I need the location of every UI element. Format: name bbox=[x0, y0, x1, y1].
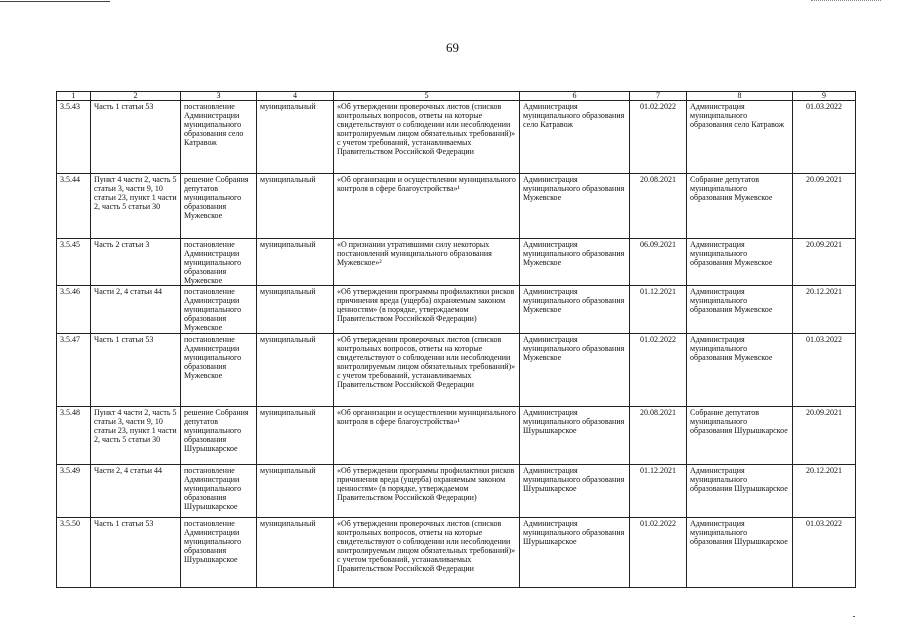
column-header: 3 bbox=[181, 92, 257, 101]
column-header: 2 bbox=[91, 92, 181, 101]
responsible-body: Администрация муниципального образования Шурышкарское bbox=[520, 518, 630, 588]
approving-body: Собрание депутатов муниципального образования Мужевское bbox=[687, 174, 793, 239]
document-level: муниципальный bbox=[257, 407, 334, 465]
row-number: 3.5.50 bbox=[57, 518, 91, 588]
development-date: 06.09.2021 bbox=[630, 239, 687, 286]
table-row bbox=[57, 101, 856, 174]
document-type: постановление Администрации муниципального образования Шурышкарское bbox=[181, 465, 257, 518]
approving-body: Администрация муниципального образования Шурышкарское bbox=[687, 465, 793, 518]
column-header: 8 bbox=[687, 92, 793, 101]
page-top-marks bbox=[811, 0, 881, 4]
table-row bbox=[57, 239, 856, 286]
adoption-date: 01.03.2022 bbox=[793, 334, 856, 407]
row-number: 3.5.48 bbox=[57, 407, 91, 465]
responsible-body: Администрация муниципального образования Мужевское bbox=[520, 239, 630, 286]
table-row bbox=[57, 465, 856, 518]
development-date: 01.02.2022 bbox=[630, 518, 687, 588]
document-type: постановление Администрации муниципального образования Мужевское bbox=[181, 286, 257, 334]
table-row bbox=[57, 518, 856, 588]
table-row bbox=[57, 334, 856, 407]
responsible-body: Администрация муниципального образования Мужевское bbox=[520, 334, 630, 407]
adoption-date: 01.03.2022 bbox=[793, 101, 856, 174]
responsible-body: Администрация муниципального образования Мужевское bbox=[520, 286, 630, 334]
table-header-row bbox=[57, 92, 856, 101]
development-date: 01.12.2021 bbox=[630, 465, 687, 518]
row-number: 3.5.49 bbox=[57, 465, 91, 518]
legal-basis: Часть 1 статьи 53 bbox=[91, 334, 181, 407]
legal-basis: Часть 2 статьи 3 bbox=[91, 239, 181, 286]
document-level: муниципальный bbox=[257, 465, 334, 518]
legal-basis: Часть 1 статьи 53 bbox=[91, 101, 181, 174]
column-header: 5 bbox=[334, 92, 520, 101]
document-title: «Об организации и осуществлении муниципального контроля в сфере благоустройства»¹ bbox=[334, 407, 520, 465]
adoption-date: 20.09.2021 bbox=[793, 407, 856, 465]
development-date: 20.08.2021 bbox=[630, 407, 687, 465]
table-row bbox=[57, 407, 856, 465]
document-title: «Об утверждении проверочных листов (списков контрольных вопросов, ответы на которые свидетельствуют о соблюдении или несоблюдении контролируемым лицом обязательных требований)» с учетом требований, устанавливаемых Правительством Российской Федерации bbox=[334, 518, 520, 588]
row-number: 3.5.47 bbox=[57, 334, 91, 407]
document-level: муниципальный bbox=[257, 101, 334, 174]
document-title: «Об утверждении проверочных листов (списков контрольных вопросов, ответы на которые свидетельствуют о соблюдении или несоблюдении контролируемым лицом обязательных требований)» с учетом требований, устанавливаемых Правительством Российской Федерации bbox=[334, 101, 520, 174]
approving-body: Администрация муниципального образования Мужевское bbox=[687, 286, 793, 334]
adoption-date: 20.09.2021 bbox=[793, 174, 856, 239]
adoption-date: 20.12.2021 bbox=[793, 465, 856, 518]
legal-basis: Части 2, 4 статьи 44 bbox=[91, 286, 181, 334]
document-type: постановление Администрации муниципального образования Шурышкарское bbox=[181, 518, 257, 588]
responsible-body: Администрация муниципального образования Шурышкарское bbox=[520, 465, 630, 518]
development-date: 20.08.2021 bbox=[630, 174, 687, 239]
responsible-body: Администрация муниципального образования Мужевское bbox=[520, 174, 630, 239]
document-type: постановление Администрации муниципального образования Мужевское bbox=[181, 334, 257, 407]
approving-body: Администрация муниципального образования Мужевское bbox=[687, 334, 793, 407]
development-date: 01.02.2022 bbox=[630, 101, 687, 174]
table-row bbox=[57, 174, 856, 239]
document-level: муниципальный bbox=[257, 334, 334, 407]
document-title: «Об утверждении программы профилактики рисков причинения вреда (ущерба) охраняемым законом ценностям» (в порядке, утверждаемом Правительством Российской Федерации) bbox=[334, 465, 520, 518]
approving-body: Администрация муниципального образования Мужевское bbox=[687, 239, 793, 286]
document-level: муниципальный bbox=[257, 286, 334, 334]
column-header: 7 bbox=[630, 92, 687, 101]
development-date: 01.02.2022 bbox=[630, 334, 687, 407]
document-type: постановление Администрации муниципального образования Мужевское bbox=[181, 239, 257, 286]
adoption-date: 01.03.2022 bbox=[793, 518, 856, 588]
row-number: 3.5.44 bbox=[57, 174, 91, 239]
row-number: 3.5.45 bbox=[57, 239, 91, 286]
document-level: муниципальный bbox=[257, 239, 334, 286]
document-type: решение Собрания депутатов муниципального образования Шурышкарское bbox=[181, 407, 257, 465]
approving-body: Администрация муниципального образования Шурышкарское bbox=[687, 518, 793, 588]
responsible-body: Администрация муниципального образования село Катравож bbox=[520, 101, 630, 174]
column-header: 9 bbox=[793, 92, 856, 101]
document-type: решение Собрания депутатов муниципального образования Мужевское bbox=[181, 174, 257, 239]
page-number: 69 bbox=[446, 40, 459, 55]
document-title: «Об утверждении программы профилактики рисков причинения вреда (ущерба) охраняемым законом ценностям» (в порядке, утверждаемом Правительством Российской Федерации) bbox=[334, 286, 520, 334]
document-level: муниципальный bbox=[257, 518, 334, 588]
document-title: «Об утверждении проверочных листов (списков контрольных вопросов, ответы на которые свидетельствуют о соблюдении или несоблюдении контролируемым лицом обязательных требований)» с учетом требований, устанавливаемых Правительством Российской Федерации bbox=[334, 334, 520, 407]
development-date: 01.12.2021 bbox=[630, 286, 687, 334]
legal-basis: Части 2, 4 статьи 44 bbox=[91, 465, 181, 518]
adoption-date: 20.12.2021 bbox=[793, 286, 856, 334]
column-header: 4 bbox=[257, 92, 334, 101]
column-header: 6 bbox=[520, 92, 630, 101]
approving-body: Администрация муниципального образования село Катравож bbox=[687, 101, 793, 174]
register-table bbox=[56, 91, 856, 588]
approving-body: Собрание депутатов муниципального образования Шурышкарское bbox=[687, 407, 793, 465]
adoption-date: 20.09.2021 bbox=[793, 239, 856, 286]
row-number: 3.5.46 bbox=[57, 286, 91, 334]
document-title: «О признании утратившими силу некоторых постановлений муниципального образования Мужевское»² bbox=[334, 239, 520, 286]
document-title: «Об организации и осуществлении муниципального контроля в сфере благоустройства»¹ bbox=[334, 174, 520, 239]
document-level: муниципальный bbox=[257, 174, 334, 239]
page-bottom-mark bbox=[853, 616, 855, 617]
responsible-body: Администрация муниципального образования Шурышкарское bbox=[520, 407, 630, 465]
row-number: 3.5.43 bbox=[57, 101, 91, 174]
legal-basis: Часть 1 статьи 53 bbox=[91, 518, 181, 588]
table-row bbox=[57, 286, 856, 334]
document-type: постановление Администрации муниципального образования село Катравож bbox=[181, 101, 257, 174]
legal-basis: Пункт 4 части 2, часть 5 статьи 3, части 9, 10 статьи 23, пункт 1 части 2, часть 5 статьи 30 bbox=[91, 174, 181, 239]
page-top-rule bbox=[0, 1, 110, 2]
column-header: 1 bbox=[57, 92, 91, 101]
legal-basis: Пункт 4 части 2, часть 5 статьи 3, части 9, 10 статьи 23, пункт 1 части 2, часть 5 статьи 30 bbox=[91, 407, 181, 465]
